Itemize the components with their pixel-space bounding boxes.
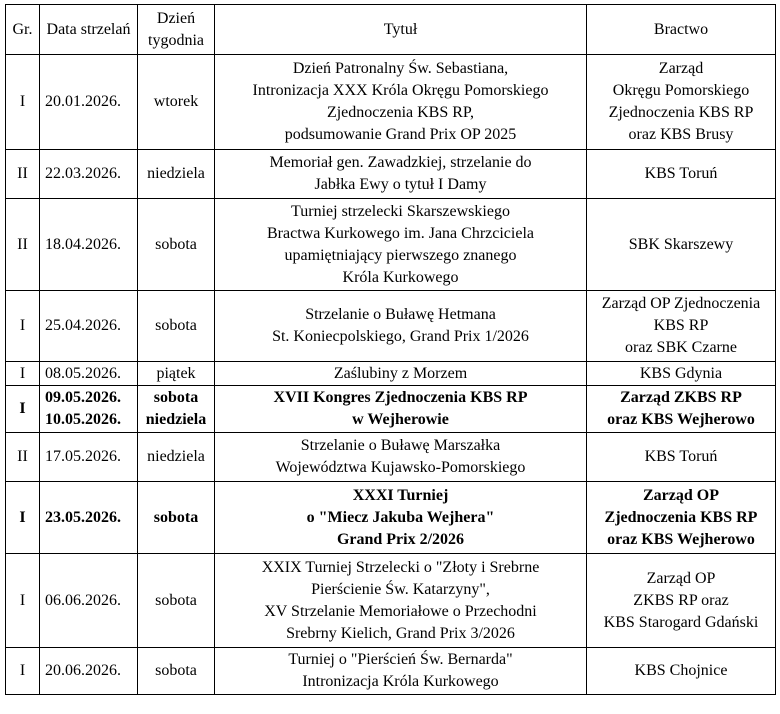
date-cell: 23.05.2026.	[40, 482, 138, 554]
group-cell: I	[6, 482, 40, 554]
day-cell: niedziela	[138, 433, 215, 482]
date-cell: 06.06.2026.	[40, 554, 138, 648]
organizer-cell: KBS Toruń	[587, 433, 776, 482]
table-row	[6, 55, 776, 150]
organizer-cell: Zarząd Okręgu Pomorskiego Zjednoczenia KBS RP oraz KBS Brusy	[587, 55, 776, 150]
header-group: Gr.	[6, 5, 40, 55]
group-cell: I	[6, 362, 40, 386]
date-cell: 08.05.2026.	[40, 362, 138, 386]
date-cell: 17.05.2026.	[40, 433, 138, 482]
group-cell: I	[6, 554, 40, 648]
title-cell: XXIX Turniej Strzelecki o "Złoty i Srebrne Pierścienie Św. Katarzyny", XV Strzelanie Memoriałowe o Przechodni Srebrny Kielich, Grand Prix 3/2026	[215, 554, 587, 648]
day-cell: sobota niedziela	[138, 386, 215, 433]
date-cell: 20.01.2026.	[40, 55, 138, 150]
organizer-cell: Zarząd ZKBS RP oraz KBS Wejherowo	[587, 386, 776, 433]
schedule-table	[5, 4, 776, 695]
group-cell: II	[6, 150, 40, 199]
table-row	[6, 386, 776, 433]
organizer-cell: KBS Chojnice	[587, 648, 776, 695]
table-row	[6, 482, 776, 554]
header-date: Data strzelań	[40, 5, 138, 55]
title-cell: XXXI Turniej o "Miecz Jakuba Wejhera" Grand Prix 2/2026	[215, 482, 587, 554]
day-cell: sobota	[138, 554, 215, 648]
table-row	[6, 199, 776, 291]
table-row	[6, 291, 776, 362]
table-row	[6, 362, 776, 386]
header-row	[6, 5, 776, 55]
day-cell: sobota	[138, 291, 215, 362]
date-cell: 20.06.2026.	[40, 648, 138, 695]
organizer-cell: KBS Gdynia	[587, 362, 776, 386]
title-cell: XVII Kongres Zjednoczenia KBS RP w Wejherowie	[215, 386, 587, 433]
organizer-cell: SBK Skarszewy	[587, 199, 776, 291]
title-cell: Memoriał gen. Zawadzkiej, strzelanie do Jabłka Ewy o tytuł I Damy	[215, 150, 587, 199]
day-cell: sobota	[138, 648, 215, 695]
group-cell: I	[6, 55, 40, 150]
organizer-cell: Zarząd OP ZKBS RP oraz KBS Starogard Gdański	[587, 554, 776, 648]
group-cell: I	[6, 291, 40, 362]
day-cell: wtorek	[138, 55, 215, 150]
date-cell: 09.05.2026. 10.05.2026.	[40, 386, 138, 433]
header-organizer: Bractwo	[587, 5, 776, 55]
title-cell: Turniej o "Pierścień Św. Bernarda" Intronizacja Króla Kurkowego	[215, 648, 587, 695]
table-row	[6, 554, 776, 648]
title-cell: Zaślubiny z Morzem	[215, 362, 587, 386]
day-cell: niedziela	[138, 150, 215, 199]
day-cell: piątek	[138, 362, 215, 386]
group-cell: II	[6, 199, 40, 291]
organizer-cell: Zarząd OP Zjednoczenia KBS RP oraz SBK Czarne	[587, 291, 776, 362]
date-cell: 22.03.2026.	[40, 150, 138, 199]
header-title: Tytuł	[215, 5, 587, 55]
day-cell: sobota	[138, 199, 215, 291]
title-cell: Turniej strzelecki Skarszewskiego Bractwa Kurkowego im. Jana Chrzciciela upamiętniający pierwszego znanego Króla Kurkowego	[215, 199, 587, 291]
table-row	[6, 150, 776, 199]
organizer-cell: Zarząd OP Zjednoczenia KBS RP oraz KBS Wejherowo	[587, 482, 776, 554]
title-cell: Strzelanie o Buławę Hetmana St. Koniecpolskiego, Grand Prix 1/2026	[215, 291, 587, 362]
group-cell: II	[6, 433, 40, 482]
group-cell: I	[6, 648, 40, 695]
date-cell: 18.04.2026.	[40, 199, 138, 291]
title-cell: Dzień Patronalny Św. Sebastiana, Intronizacja XXX Króla Okręgu Pomorskiego Zjednoczenia KBS RP, podsumowanie Grand Prix OP 2025	[215, 55, 587, 150]
organizer-cell: KBS Toruń	[587, 150, 776, 199]
group-cell: I	[6, 386, 40, 433]
table-row	[6, 648, 776, 695]
day-cell: sobota	[138, 482, 215, 554]
table-row	[6, 433, 776, 482]
header-day: Dzień tygodnia	[138, 5, 215, 55]
title-cell: Strzelanie o Buławę Marszałka Województwa Kujawsko-Pomorskiego	[215, 433, 587, 482]
date-cell: 25.04.2026.	[40, 291, 138, 362]
